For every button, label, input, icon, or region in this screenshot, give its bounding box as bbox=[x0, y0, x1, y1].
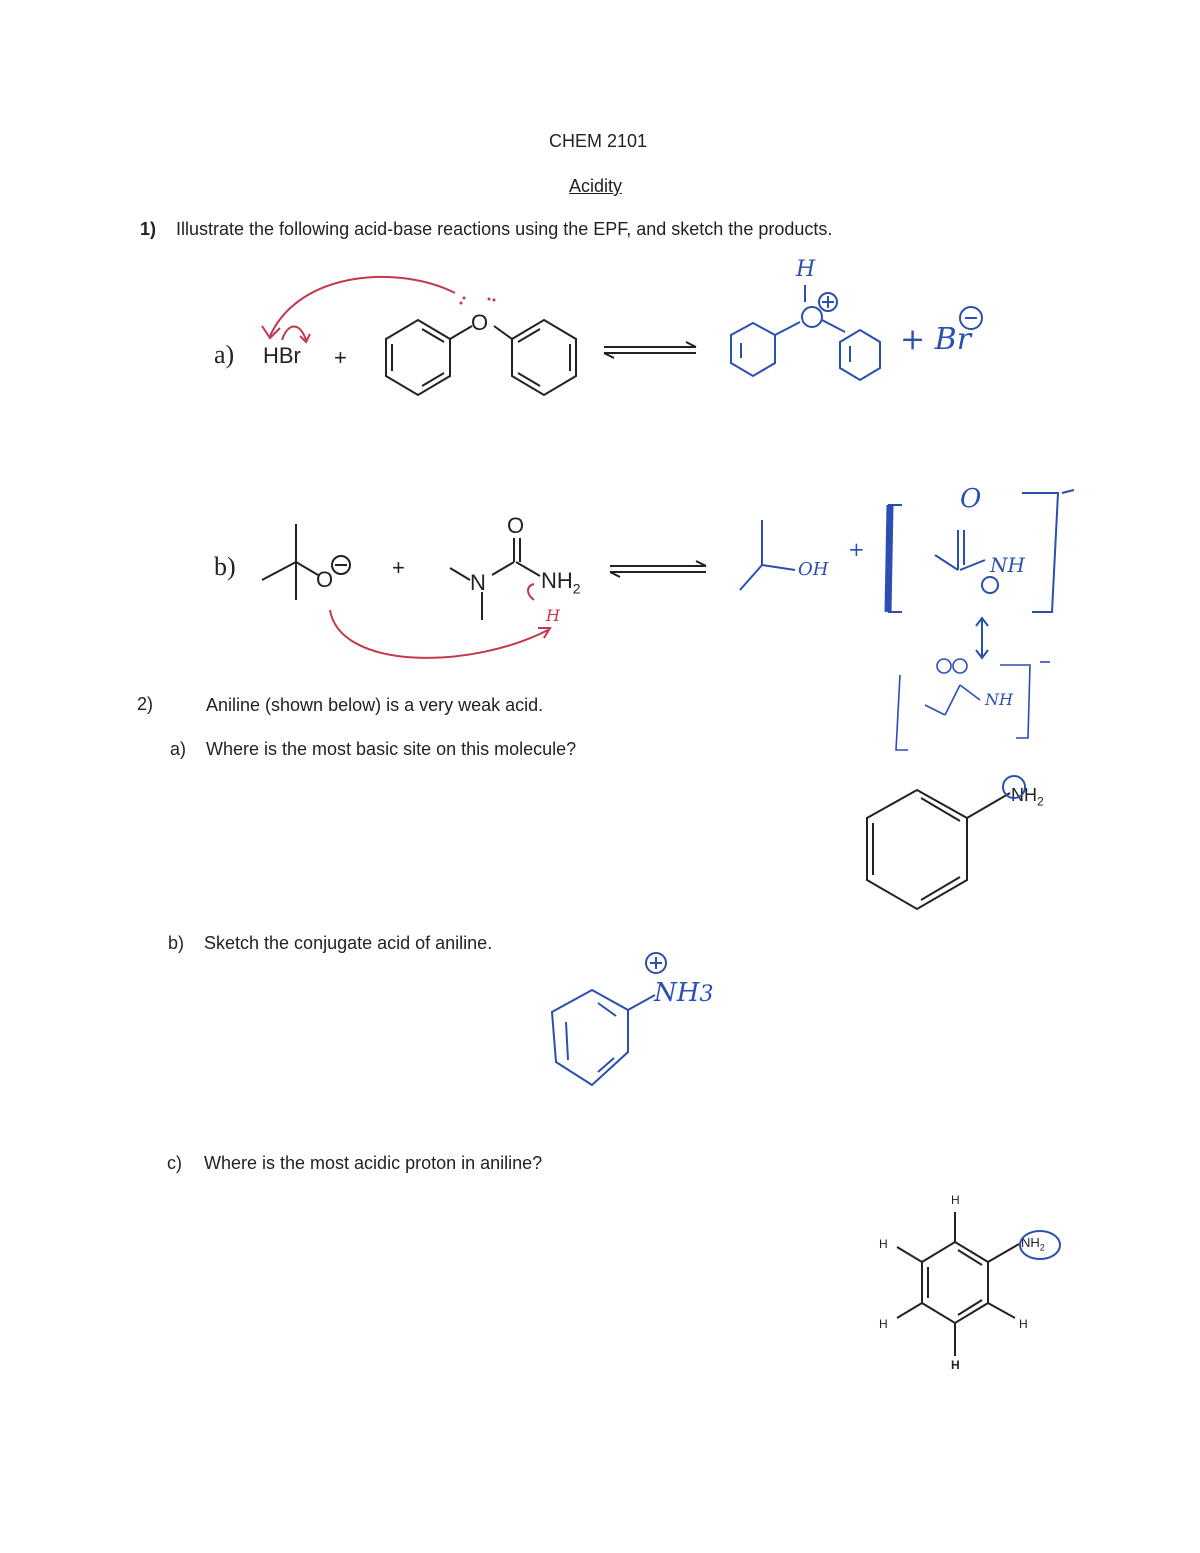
q2c-question: Where is the most acidic proton in aniline? bbox=[204, 1153, 543, 1173]
anilinium-sketch bbox=[552, 953, 666, 1085]
ether-oxygen: O bbox=[471, 310, 489, 335]
aniline-with-hydrogens bbox=[897, 1212, 1019, 1356]
q1-prompt: Illustrate the following acid-base reactions using the EPF, and sketch the products. bbox=[176, 219, 833, 239]
urea-structure bbox=[450, 538, 540, 620]
h-bottom-left: H bbox=[879, 1317, 888, 1331]
q1b-plus: + bbox=[392, 555, 405, 580]
h-bottom: H bbox=[951, 1358, 960, 1372]
q1a-plus: + bbox=[334, 345, 347, 370]
q2b-question: Sketch the conjugate acid of aniline. bbox=[204, 933, 493, 953]
anilinium-nh3: NH3 bbox=[654, 978, 714, 1008]
h-right: H bbox=[1019, 1317, 1028, 1331]
carbonyl-oxygen: O bbox=[507, 513, 525, 538]
curved-arrow-b bbox=[330, 584, 550, 658]
answer-amide-anion: NH bbox=[990, 553, 1025, 577]
acidic-proton-circle bbox=[1020, 1231, 1060, 1259]
q1b-answer-plus: + bbox=[848, 537, 865, 561]
tert-butoxide bbox=[262, 524, 350, 600]
h-top: H bbox=[951, 1193, 960, 1207]
aniline-structure bbox=[867, 790, 1010, 909]
oxygen-lone-pairs bbox=[460, 297, 496, 305]
diphenyl-ether bbox=[386, 320, 576, 395]
protonated-ether-sketch bbox=[731, 285, 982, 380]
aniline-nh2: $NH_2$ bbox=[1011, 785, 1044, 809]
alkoxide-oxygen: O bbox=[316, 567, 334, 592]
q2a-label: a) bbox=[170, 739, 187, 759]
basic-site-circle bbox=[1003, 776, 1025, 798]
q2a-question: Where is the most basic site on this molecule? bbox=[206, 739, 577, 759]
amide-anion-sketch bbox=[888, 490, 1074, 658]
q2-number: 2) bbox=[137, 694, 154, 714]
hbr-reagent: HBr bbox=[263, 343, 301, 368]
course-title: CHEM 2101 bbox=[549, 131, 648, 151]
acidic-nh2: $NH_2$ bbox=[1021, 1235, 1045, 1253]
q1a-answer-bromide: + Br bbox=[900, 322, 972, 357]
amide-nh2: $NH_2$ bbox=[541, 568, 581, 597]
q2-intro: Aniline (shown below) is a very weak acid. bbox=[206, 695, 544, 715]
amide-proton: H bbox=[546, 606, 560, 625]
topic-title: Acidity bbox=[569, 176, 623, 196]
equilibrium-arrow-b bbox=[610, 561, 706, 577]
tbuoh-sketch bbox=[740, 520, 795, 590]
q1b-label: b) bbox=[214, 552, 236, 581]
answer-carbonyl-o: O bbox=[960, 484, 982, 514]
q1-number: 1) bbox=[140, 219, 157, 239]
q2b-label: b) bbox=[168, 933, 185, 953]
tbuoh-oh: OH bbox=[798, 559, 829, 580]
q2c-label: c) bbox=[167, 1153, 182, 1173]
equilibrium-arrow-a bbox=[604, 342, 696, 358]
resonance-structure-sketch bbox=[896, 659, 1050, 750]
amide-nitrogen: N bbox=[470, 570, 486, 595]
resonance-nh: NH bbox=[985, 690, 1013, 709]
h-left: H bbox=[879, 1237, 888, 1251]
q1a-answer-proton: H bbox=[796, 257, 816, 282]
q1a-label: a) bbox=[214, 340, 235, 369]
